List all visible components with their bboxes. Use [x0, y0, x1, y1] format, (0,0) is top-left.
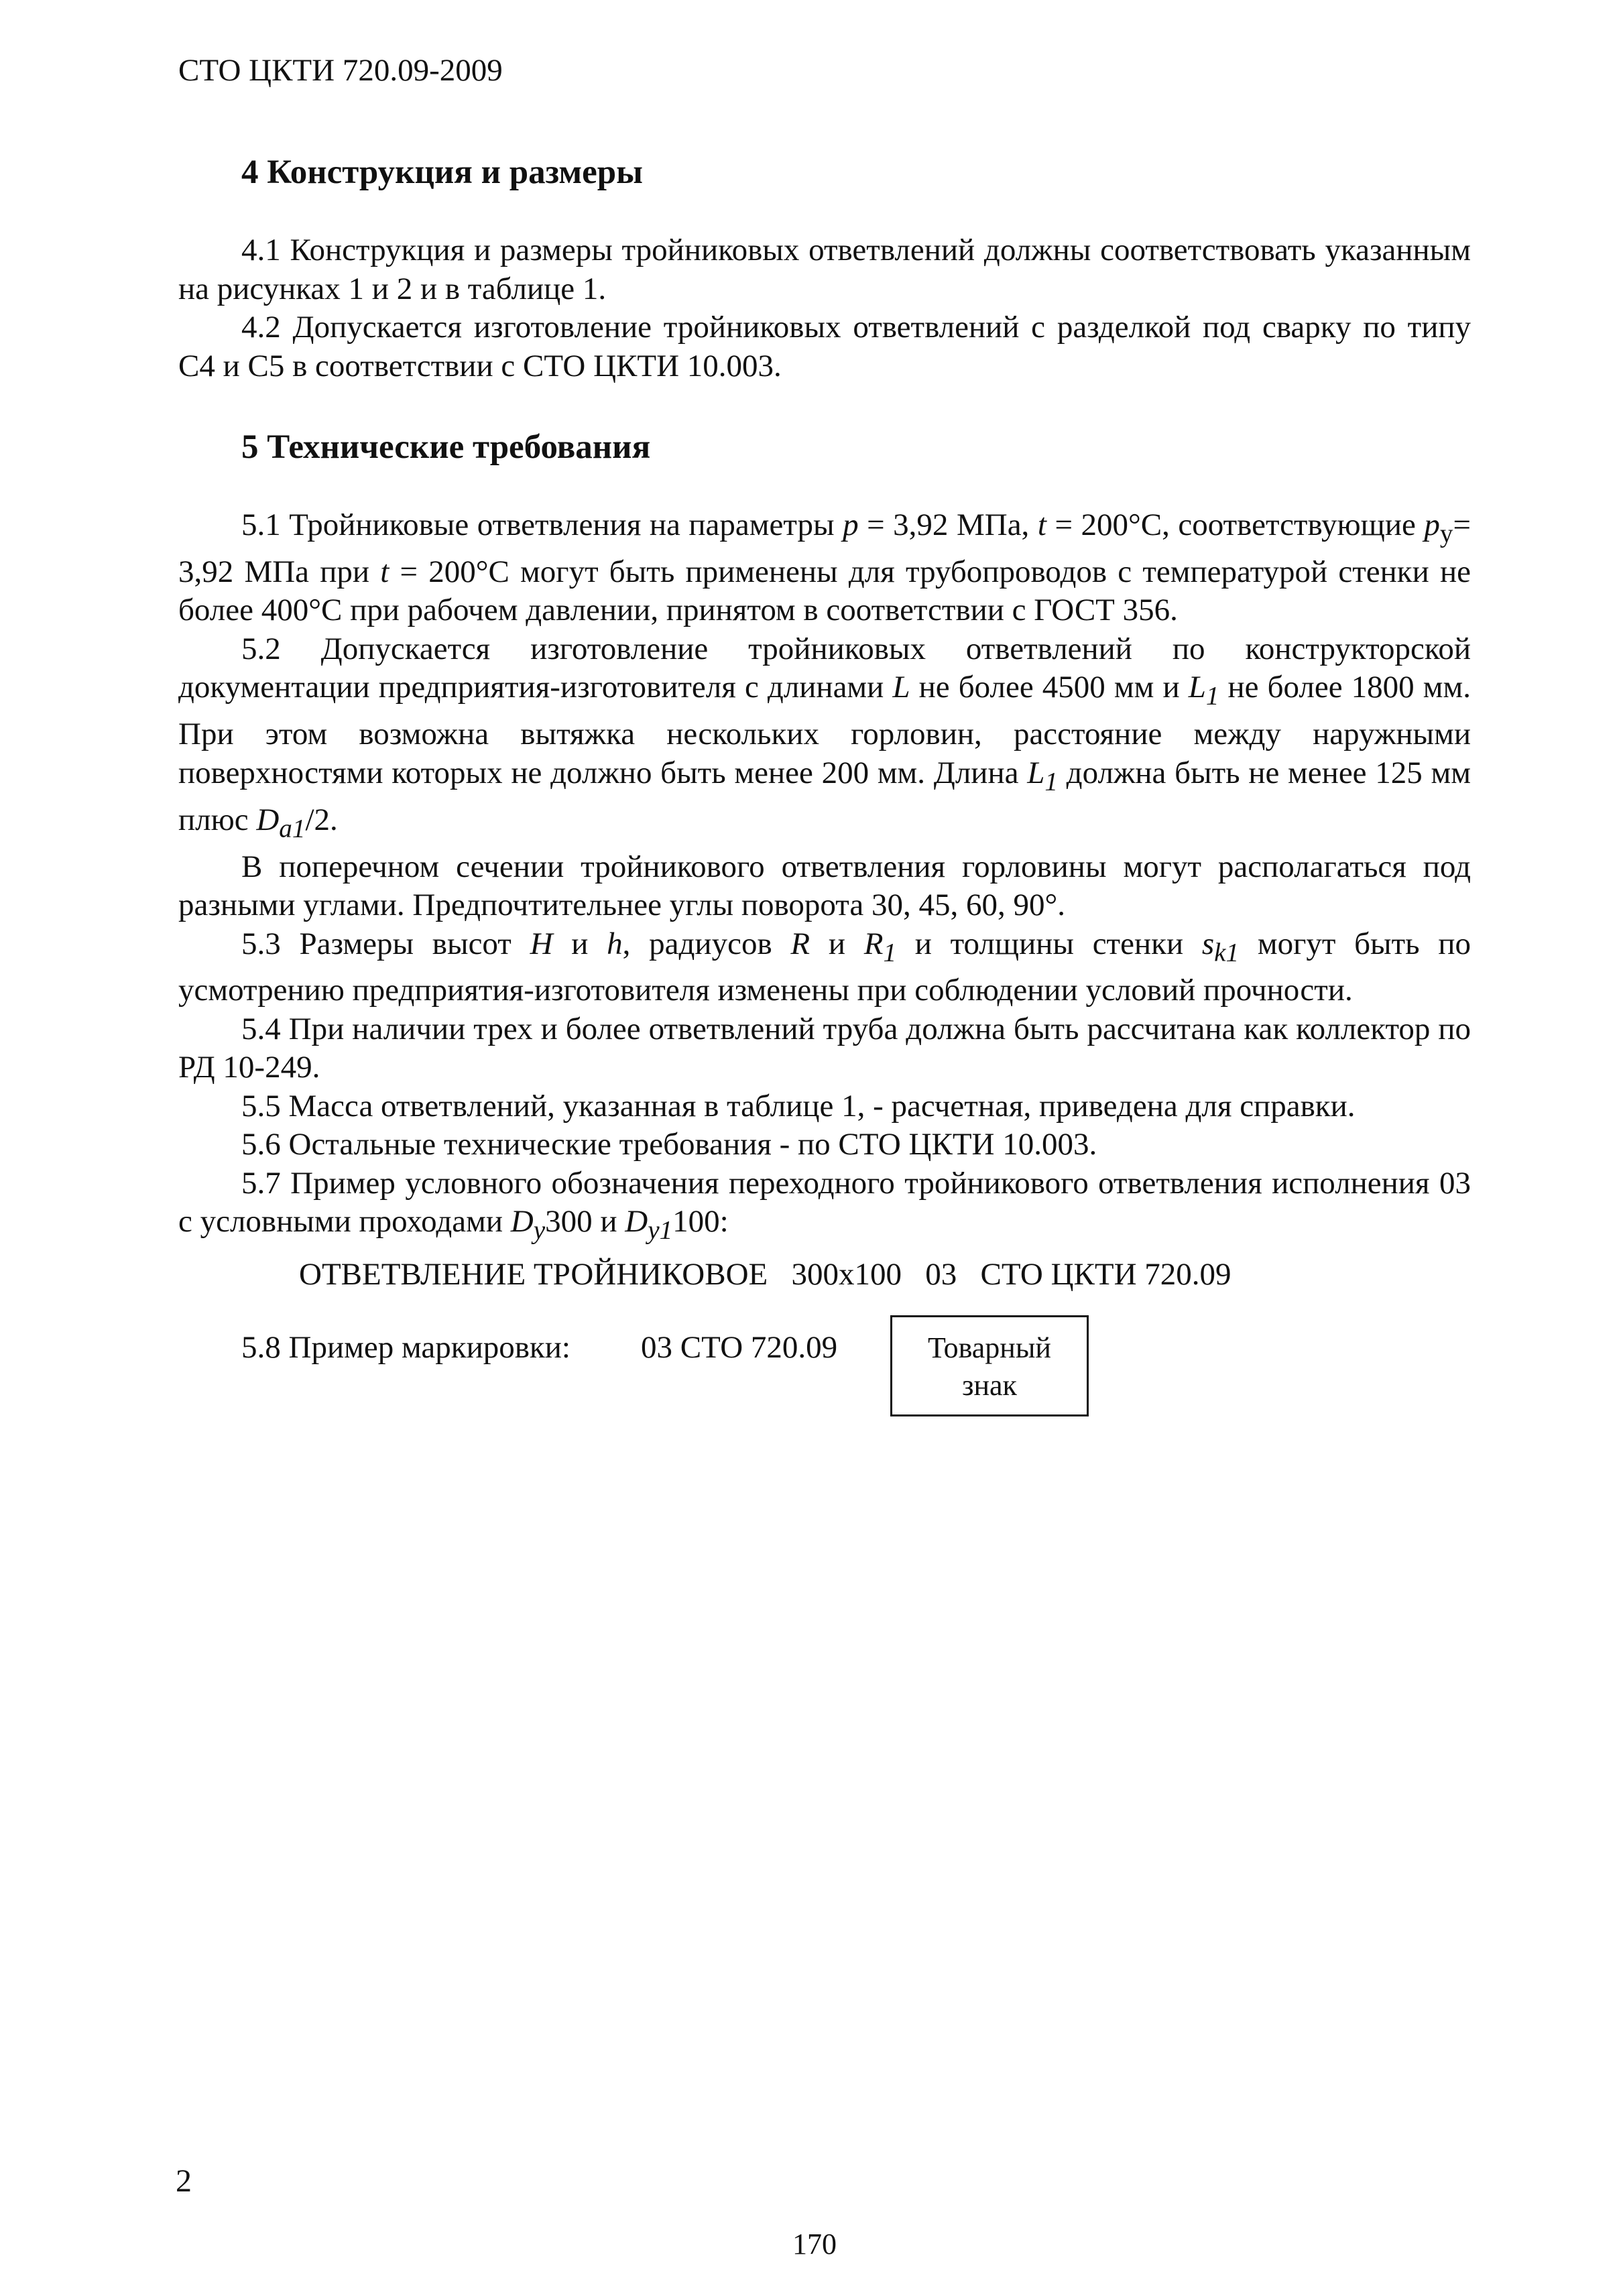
text-run: = 200°С, соответствующие	[1046, 507, 1425, 542]
math-subscript: 1	[1205, 681, 1219, 711]
trademark-line-1: Товарный	[928, 1331, 1051, 1364]
math-variable: s	[1201, 926, 1215, 961]
math-subscript: у	[533, 1215, 546, 1245]
text-run: не более 1800 мм. При этом возможна вытяжка нескольких горловин, расстояние между наружными поверхностями которых не должно быть менее 200 мм. Длина	[178, 670, 1471, 790]
page-number: 2	[176, 2163, 192, 2199]
math-variable: L	[892, 670, 910, 705]
math-variable: R	[790, 926, 810, 961]
text-run: и	[552, 926, 607, 961]
marking-example-label: 5.8 Пример маркировки:	[241, 1330, 570, 1365]
text-run: 5.2 Допускается изготовление тройниковых ответвлений по конструкторской документации предприятия-изготовителя с длинами	[178, 631, 1471, 705]
trademark-line-2: знак	[962, 1369, 1017, 1402]
text-run: должна быть не менее 125 мм плюс	[178, 755, 1471, 837]
text-run: могут быть по усмотрению предприятия-изготовителя изменены при соблюдении условий прочности.	[178, 926, 1471, 1008]
text-run: = 200°С могут быть применены для трубопроводов с температурой стенки не более 400°С при рабочем давлении, принятом в соответствии с ГОСТ 356.	[178, 554, 1471, 628]
math-subscript: a1	[279, 814, 306, 843]
paragraph-5-6: 5.6 Остальные технические требования - по СТО ЦКТИ 10.003.	[241, 1127, 1097, 1162]
math-subscript: k1	[1214, 937, 1240, 967]
text-run: 5.3 Размеры высот	[241, 926, 530, 961]
math-variable: R	[863, 926, 884, 961]
math-variable: h	[607, 926, 623, 961]
trademark-box	[890, 1315, 1089, 1416]
paragraph-5-7	[178, 1164, 1471, 1250]
math-variable: t	[380, 554, 389, 589]
paragraph-5-4: 5.4 При наличии трех и более ответвлений труба должна быть рассчитана как коллектор по РД 10-249.	[178, 1011, 1471, 1085]
text-run: не более 4500 мм и	[910, 670, 1189, 705]
text-run: 5.1 Тройниковые ответвления на параметры	[241, 507, 843, 542]
math-variable: H	[530, 926, 553, 961]
text-run: 100:	[672, 1204, 729, 1240]
math-variable: D	[625, 1204, 648, 1240]
text-run: и толщины стенки	[896, 926, 1202, 961]
paragraph-5-1	[178, 506, 1471, 630]
text-run: , радиусов	[622, 926, 791, 961]
paragraph-5-2-continued: В поперечном сечении тройникового ответвления горловины могут располагаться под разными углами. Предпочтительнее углы поворота 30, 45, 60, 90°.	[178, 849, 1471, 923]
marking-code: 03 СТО 720.09	[641, 1330, 838, 1365]
math-subscript: у1	[648, 1215, 673, 1245]
math-subscript: 1	[1044, 767, 1058, 796]
paragraph-5-2	[178, 630, 1471, 848]
math-variable: р	[1424, 507, 1440, 542]
math-variable: L	[1027, 755, 1045, 790]
document-code-header: СТО ЦКТИ 720.09-2009	[178, 53, 503, 88]
section-4-body	[178, 231, 1471, 385]
sheet-number: 170	[792, 2228, 837, 2260]
section-4-heading: 4 Конструкция и размеры	[241, 154, 643, 191]
text-run: = 3,92 МПа,	[858, 507, 1038, 542]
math-variable: L	[1188, 670, 1206, 705]
math-variable: D	[256, 802, 280, 837]
math-subscript: 1	[883, 937, 897, 967]
text-run: 5.7 Пример условного обозначения переходного тройникового ответвления исполнения 03 с условными проходами	[178, 1165, 1471, 1240]
math-subscript: у	[1439, 519, 1453, 548]
math-variable: D	[510, 1204, 534, 1240]
section-5-body	[178, 506, 1471, 1250]
text-run: и	[810, 926, 864, 961]
text-run: = 3,92 МПа при	[178, 507, 1471, 589]
math-variable: t	[1037, 507, 1046, 542]
text-run: /2.	[305, 802, 338, 837]
text-run: 300 и	[545, 1204, 625, 1240]
example-designation: ОТВЕТВЛЕНИЕ ТРОЙНИКОВОЕ 300х100 03 СТО ЦКТИ 720.09	[299, 1257, 1231, 1292]
paragraph-4-1: 4.1 Конструкция и размеры тройниковых ответвлений должны соответствовать указанным на рисунках 1 и 2 и в таблице 1.	[178, 233, 1471, 306]
section-5-heading: 5 Технические требования	[241, 428, 651, 466]
math-variable: р	[843, 507, 859, 542]
paragraph-4-2: 4.2 Допускается изготовление тройниковых ответвлений с разделкой под сварку по типу С4 и С5 в соответствии с СТО ЦКТИ 10.003.	[178, 310, 1471, 383]
paragraph-5-5: 5.5 Масса ответвлений, указанная в таблице 1, - расчетная, приведена для справки.	[241, 1088, 1356, 1124]
paragraph-5-3	[178, 925, 1471, 1010]
